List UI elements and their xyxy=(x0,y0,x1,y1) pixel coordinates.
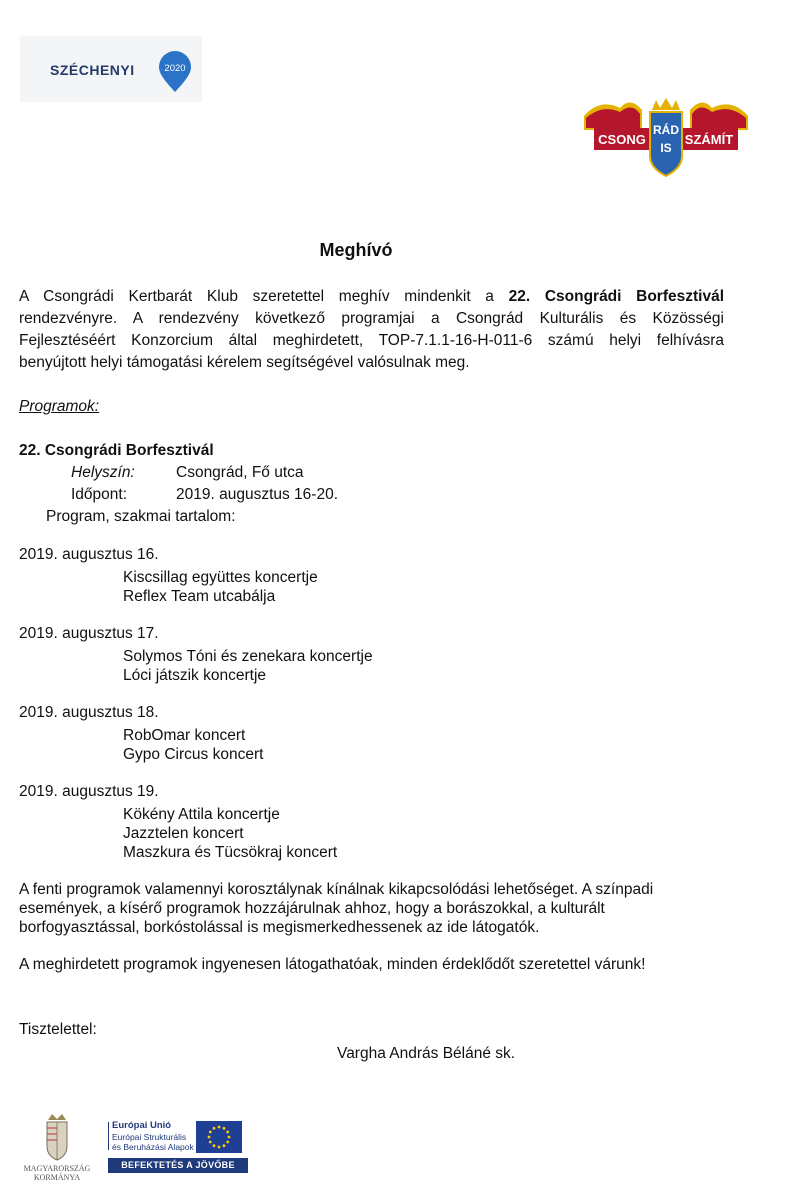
eu-flag-icon xyxy=(196,1121,242,1153)
closing-line-2: események, a kísérő programok hozzájárulnak ahhoz, hogy a borászokkal, a kulturált xyxy=(19,900,605,917)
kormany-line-2: KORMÁNYA xyxy=(33,1173,81,1182)
closing-line-1: A fenti programok valamennyi korosztálynak kínálnak kikapcsolódási lehetőséget. A színpadi xyxy=(19,881,654,898)
szechenyi-2020-logo xyxy=(20,36,202,102)
page-title: Meghívó xyxy=(319,240,393,260)
day-date: 2019. augusztus 17. xyxy=(19,625,159,642)
greeting: Tisztelettel: xyxy=(19,1021,97,1038)
event-item: Jazztelen koncert xyxy=(123,825,244,842)
event-item: Gypo Circus koncert xyxy=(123,746,264,763)
csongrad-right-text: SZÁMÍT xyxy=(684,132,734,147)
intro-line-1: A Csongrádi Kertbarát Klub szeretettel meghív mindenkit a 22. Csongrádi Borfesztivál xyxy=(19,288,724,305)
intro-line-3: Fejlesztéséért Konzorcium által meghirdetett, TOP-7.1.1-16-H-011-6 számú helyi felhívásra xyxy=(19,332,724,349)
event-item: Solymos Tóni és zenekara koncertje xyxy=(123,648,373,665)
csongrad-mid2-text: IS xyxy=(660,141,672,155)
intro-paragraph xyxy=(19,286,724,374)
date-label: Időpont: xyxy=(71,486,128,503)
date-value: 2019. augusztus 16-20. xyxy=(176,486,339,503)
event-item: Kökény Attila koncertje xyxy=(123,806,280,823)
event-item: Reflex Team utcabálja xyxy=(123,588,276,605)
eu-fund-text xyxy=(112,1132,194,1152)
event-item: Lóci játszik koncertje xyxy=(123,667,267,684)
csongrad-szamit-logo xyxy=(580,94,752,178)
event-item: Maszkura és Tücsökraj koncert xyxy=(123,844,338,861)
eu-fund-line-2: és Beruházási Alapok xyxy=(112,1142,194,1152)
closing-line-3: borfogyasztással, borkóstolással is megismerkedhessenek az ide látogatók. xyxy=(19,919,540,936)
location-value: Csongrád, Fő utca xyxy=(176,464,304,481)
kormany-line-1: MAGYARORSZÁG xyxy=(23,1164,91,1173)
festival-name-inline: 22. Csongrádi Borfesztivál xyxy=(508,288,724,305)
event-item: Kiscsillag együttes koncertje xyxy=(123,569,318,586)
szechenyi-logo-text: SZÉCHENYI xyxy=(50,62,135,78)
programs-heading: Programok: xyxy=(19,398,100,415)
eu-title: Európai Unió xyxy=(112,1120,172,1131)
intro-line-4: benyújtott helyi támogatási kérelem segítségével valósulnak meg. xyxy=(19,354,470,371)
eu-funds-logo xyxy=(108,1118,248,1182)
event-item: RobOmar koncert xyxy=(123,727,246,744)
csongrad-mid1-text: RÁD xyxy=(653,123,679,137)
free-entry-text: A meghirdetett programok ingyenesen látogathatóak, minden érdeklődőt szeretettel várunk! xyxy=(19,956,646,973)
day-date: 2019. augusztus 18. xyxy=(19,704,159,721)
coat-of-arms-icon xyxy=(47,1114,67,1160)
hungarian-government-logo xyxy=(14,1112,100,1182)
day-date: 2019. augusztus 16. xyxy=(19,546,159,563)
divider xyxy=(108,1122,109,1150)
eu-banner: BEFEKTETÉS A JÖVŐBE xyxy=(108,1158,248,1173)
program-content-label: Program, szakmai tartalom: xyxy=(46,508,236,525)
location-pin-icon xyxy=(157,51,193,93)
intro-line-2: rendezvényre. A rendezvény következő programjai a Csongrád Kulturális és Közösségi xyxy=(19,310,724,327)
szechenyi-year: 2020 xyxy=(164,63,186,74)
csongrad-left-text: CSONG xyxy=(598,132,646,147)
signature: Vargha András Béláné sk. xyxy=(337,1045,516,1062)
festival-name: 22. Csongrádi Borfesztivál xyxy=(19,442,214,459)
day-date: 2019. augusztus 19. xyxy=(19,783,159,800)
location-label: Helyszín: xyxy=(71,464,135,481)
eu-fund-line-1: Európai Strukturális xyxy=(112,1132,187,1142)
